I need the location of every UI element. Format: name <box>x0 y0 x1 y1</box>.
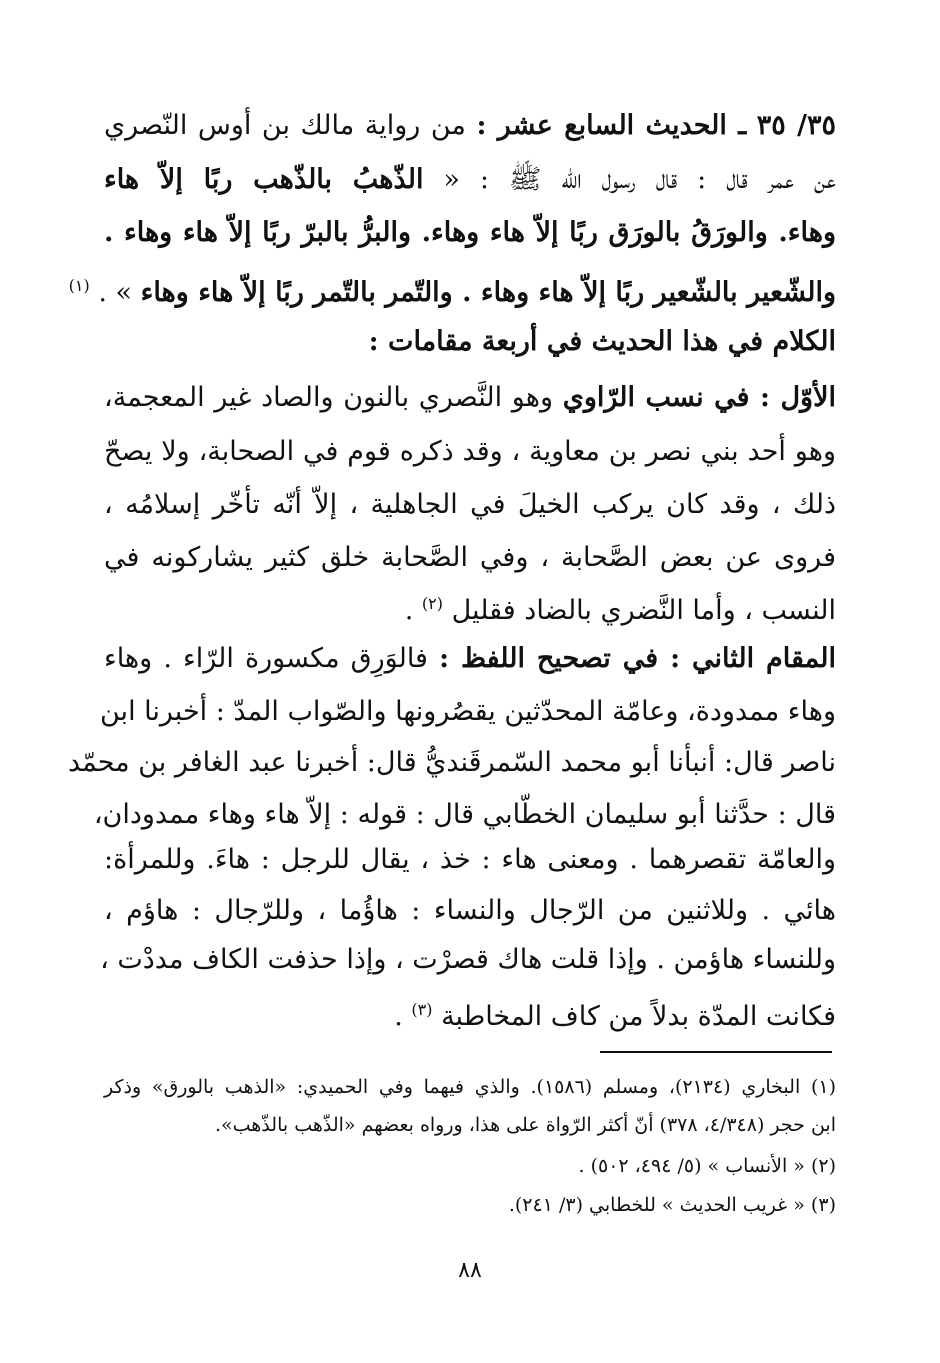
first-text: النسب ، وأما النَّضري بالضاد فقليل <box>451 595 836 626</box>
first-line-2: وهو أحد بني نصر بن معاوية ، وقد ذكره قوم في الصحابة، ولا يصحّ <box>104 436 836 467</box>
footnote-1-line-2: ابن حجر (٤/٣٤٨، ٣٧٨) أنّ أكثر الرّواة على هذا، ورواه بعضهم «الذّهب بالذّهب». <box>214 1114 836 1136</box>
first-line-4: فروى عن بعض الصَّحابة ، وفي الصَّحابة خلق كثير يشاركونه في <box>104 542 836 573</box>
second-line-7: وللنساء هاؤمن . وإذا قلت هاك قصرْت ، وإذا حذفت الكاف مددْت ، <box>100 944 836 975</box>
second-line-1 <box>104 639 836 683</box>
footnote-ref-1: » . <box>98 277 133 308</box>
sentence-end: . <box>404 595 414 626</box>
section-intro: الكلام في هذا الحديث في أربعة مقامات : <box>368 326 836 357</box>
page-number: ٨٨ <box>458 1258 482 1283</box>
first-heading: الأوّل : في نسب الرّاوي <box>562 382 836 413</box>
second-line-2: وهاء ممدودة، وعامّة المحدّثين يقصُرونها والصّواب المدّ : أخبرنا ابن <box>100 696 836 727</box>
hadith-heading: ـ الحديث السابع عشر : <box>476 110 747 141</box>
footnote-1-line-1: (١) البخاري (٢١٣٤)، ومسلم (١٥٨٦). والذي فيهما وفي الحميدي: «الذهب بالورق» وذكر <box>104 1076 836 1098</box>
hadith-line-1 <box>104 106 836 150</box>
hadith-line-4 <box>68 266 836 310</box>
first-line-3: ذلك ، وقد كان يركب الخيلَ في الجاهلية ، إلاّ أنّه تأخّر إسلامُه ، <box>104 489 836 520</box>
hadith-line-2 <box>104 160 836 204</box>
hadith-text: وهاء. والورَقُ بالورَق ربًا إلاّ هاء وهاء. والبرُّ بالبرّ ربًا إلاّ هاء وهاء . <box>104 217 836 248</box>
hadith-chain: عن عمر قال : قال رسول الله ﷺ : « <box>443 164 836 195</box>
footnote-separator <box>600 1051 832 1053</box>
second-text: فالوَرِق مكسورة الرّاء . وهاء <box>104 643 428 674</box>
footnote-marker: (٢) <box>421 594 444 613</box>
hadith-narration: من رواية مالك بن أوس النّصري <box>104 110 466 141</box>
second-text: فكانت المدّة بدلاً من كاف المخاطبة <box>441 1001 836 1032</box>
hadith-text: والشّعير بالشّعير ربًا إلاّ هاء وهاء . والتّمر بالتّمر ربًا إلاّ هاء وهاء <box>140 277 836 308</box>
sentence-end: . <box>394 1001 403 1032</box>
hadith-text: الذّهبُ بالذّهب ربًا إلاّ هاء <box>104 164 424 195</box>
hadith-number: ٣٥/ ٣٥ <box>756 110 836 141</box>
second-line-5: والعامّة تقصرهما . ومعنى هاء : خذ ، يقال للرجل : هاءَ. وللمرأة: <box>104 844 836 875</box>
hadith-line-3 <box>104 213 836 257</box>
second-line-4: قال : حدَّثنا أبو سليمان الخطّابي قال : قوله : إلاّ هاء وهاء ممدودان، <box>93 799 836 830</box>
second-line-3: ناصر قال: أنبأنا أبو محمد السّمرقَنديُّ قال: أخبرنا عبد الغافر بن محمّد <box>67 747 836 778</box>
footnote-marker: (٣) <box>411 1000 433 1019</box>
first-line-5 <box>104 584 836 628</box>
first-line-1 <box>104 378 836 422</box>
footnote-3: (٣) « غريب الحديث » للخطابي (٣/ ٢٤١). <box>508 1194 836 1216</box>
footnote-2: (٢) « الأنساب » (٥/ ٤٩٤، ٥٠٢) . <box>578 1155 836 1177</box>
footnote-marker: (١) <box>68 276 90 295</box>
first-text: وهو النَّصري بالنون والصاد غير المعجمة، <box>104 382 553 413</box>
second-heading: المقام الثاني : في تصحيح اللفظ : <box>439 643 836 674</box>
second-line-8 <box>104 990 836 1034</box>
second-line-6: هائي . وللاثنين من الرّجال والنساء : هاؤُما ، وللرّجال : هاؤم ، <box>104 895 836 926</box>
